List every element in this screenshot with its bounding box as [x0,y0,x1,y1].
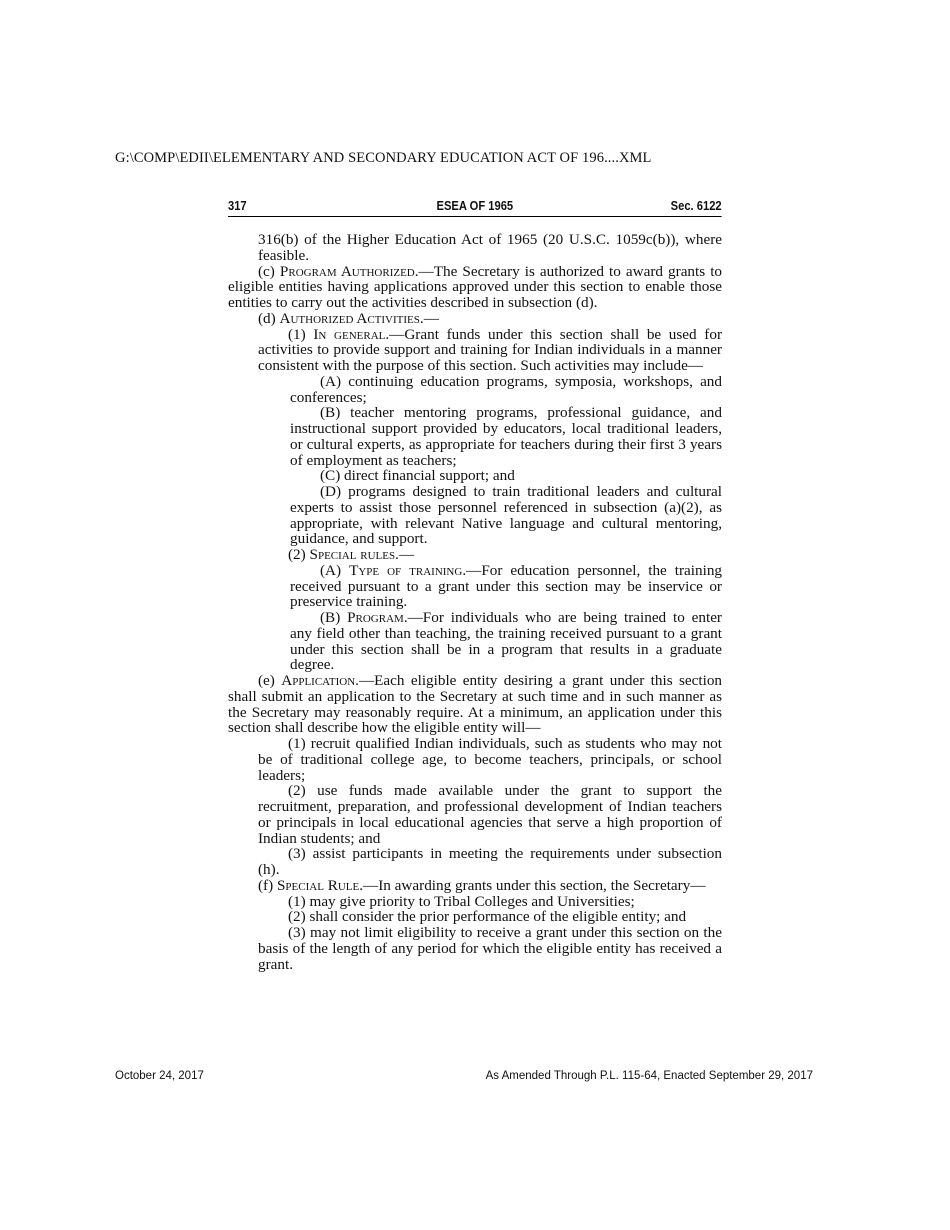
paragraph-e1: (1) recruit qualified Indian individuals, such as students who may not be of traditional college age, to become teachers, principals, or school leaders; [258,735,722,784]
subsection-heading: Application [281,672,356,689]
paragraph-e3: (3) assist participants in meeting the requirements under subsection (h). [258,845,722,878]
footer-amended: As Amended Through P.L. 115-64, Enacted September 29, 2017 [485,1070,813,1082]
subsection-heading: Special Rule [276,876,360,894]
section-number: Sec. 6122 [670,198,722,213]
file-path: G:\COMP\EDII\ELEMENTARY AND SECONDARY EDUCATION ACT OF 196....XML [115,150,652,166]
paragraph-f1: (1) may give priority to Tribal Colleges and Universities; [288,892,635,910]
subsection-f: (f) Special Rule.—In awarding grants under this section, the Secretary— [258,876,706,894]
paragraph-f2: (2) shall consider the prior performance of the eligible entity; and [288,908,687,926]
paragraph-e2: (2) use funds made available under the grant to support the recruitment, preparation, and professional development of Indian teachers or principals in local educational agencies that serve a high proportion of Indian students; and [258,782,722,847]
footer-date: October 24, 2017 [115,1070,204,1082]
subsection-heading: Program Authorized [279,262,415,280]
paragraph-heading: Special rules [309,546,396,563]
subsection-e: (e) Application.—Each eligible entity desiring a grant under this section shall submit an application to the Secretary at such time and in such manner as the Secretary may reasonably require. At a minimum, an application under this section shall describe how the eligible entity will— [228,672,723,737]
clause-d1B: (B) teacher mentoring programs, professional guidance, and instructional support provided by educators, local traditional leaders, or cultural experts, as appropriate for teachers during their first 3 years of employment as teachers; [290,404,722,469]
running-head [228,198,722,217]
clause-d1C: (C) direct financial support; and [320,467,515,485]
page-number: 317 [228,198,247,213]
subsection-c: (c) Program Authorized.—The Secretary is authorized to award grants to eligible entities having applications approved under this section to enable those entities to carry out the activities described in subsection (d). [228,262,723,311]
clause-d2B: (B) Program.—For individuals who are being trained to enter any field other than teaching, the training received pursuant to a grant under this section shall be in a program that results in a graduate degree. [290,609,722,674]
paragraph-continuation: 316(b) of the Higher Education Act of 1965 (20 U.S.C. 1059c(b)), where feasible. [258,231,722,264]
clause-d1A: (A) continuing education programs, symposia, workshops, and conferences; [290,372,722,406]
paragraph-heading: In general [313,325,386,343]
clause-heading: Type of training [349,561,463,579]
clause-d2A: (A) Type of training.—For education personnel, the training received pursuant to a grant under this section may be inservice or preservice training. [290,561,723,611]
clause-d1D: (D) programs designed to train traditional leaders and cultural experts to assist those personnel referenced in subsection (a)(2), as appropriate, with relevant Native language and cultural mentoring, guidance, and support. [290,483,722,548]
paragraph-d1: (1) In general.—Grant funds under this section shall be used for activities to provide support and training for Indian individuals in a manner consistent with the purpose of this section. Such activities may include— [258,325,723,374]
subsection-d: (d) Authorized Activities.— [258,309,439,327]
clause-heading: Program [347,609,404,626]
running-title: ESEA OF 1965 [436,198,514,213]
paragraph-f3: (3) may not limit eligibility to receive a grant under this section on the basis of the length of any period for which the eligible entity has received a grant. [258,924,722,973]
paragraph-d2: (2) Special rules.— [288,546,415,563]
subsection-heading: Authorized Activities [279,309,420,327]
statute-body [228,232,722,972]
